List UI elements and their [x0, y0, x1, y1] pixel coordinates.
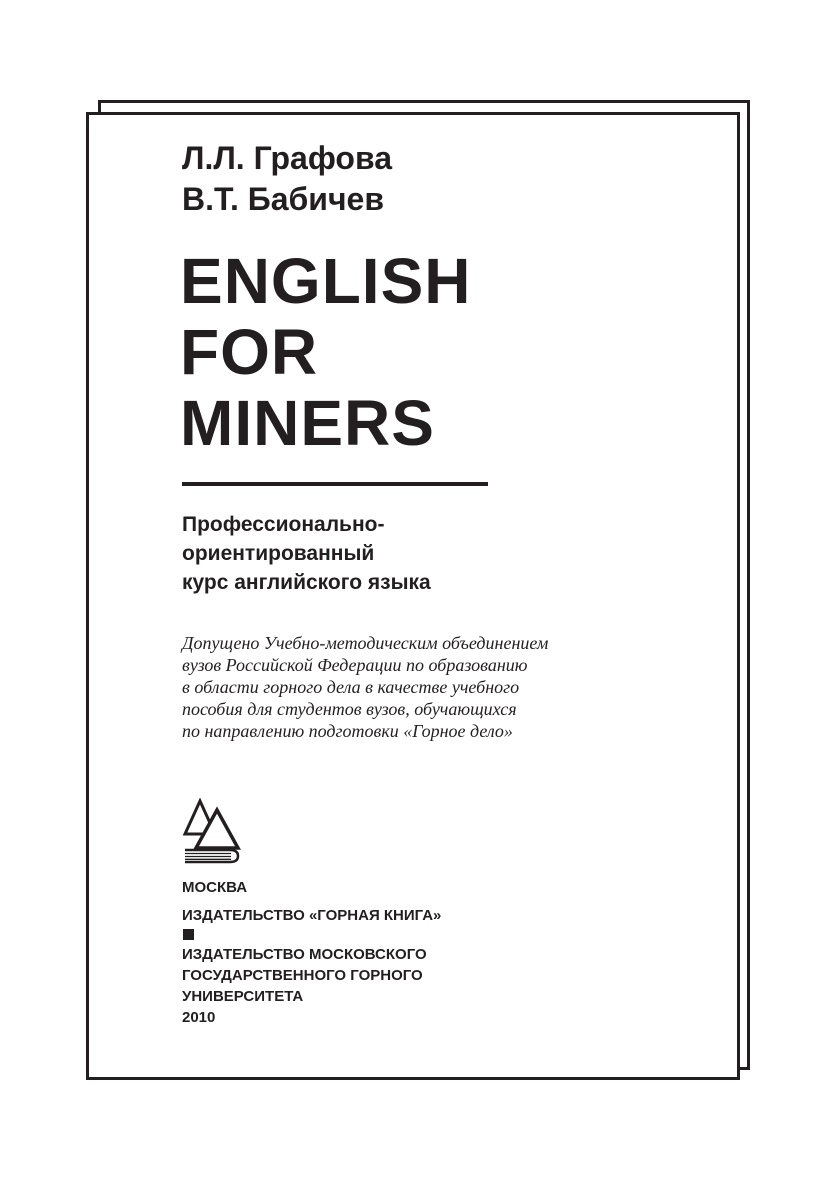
publication-year: 2010 — [182, 1009, 216, 1026]
approval-line: по направлению подготовки «Горное дело» — [182, 721, 513, 741]
publisher-name: ИЗДАТЕЛЬСТВО «ГОРНАЯ КНИГА» — [182, 907, 442, 924]
approval-line: вузов Российской Федерации по образованию — [182, 655, 528, 675]
subtitle-line: ориентированный — [182, 542, 375, 565]
approval-line: пособия для студентов вузов, обучающихся — [182, 699, 517, 719]
approval-statement — [182, 632, 548, 742]
title-line: FOR — [180, 316, 319, 388]
black-square-icon — [183, 929, 194, 940]
publication-city: МОСКВА — [182, 879, 248, 896]
author-name: В.Т. Бабичев — [182, 181, 384, 217]
triangle-book-logo-icon — [182, 798, 244, 864]
subtitle-line: курс английского языка — [182, 571, 431, 594]
title-line: MINERS — [180, 387, 435, 459]
publisher-name-line: ИЗДАТЕЛЬСТВО МОСКОВСКОГО — [182, 946, 427, 963]
approval-line: Допущено Учебно-методическим объединением — [182, 633, 549, 653]
title-underline-rule — [182, 482, 488, 486]
title-line: ENGLISH — [180, 245, 472, 317]
publisher-name-line: ГОСУДАРСТВЕННОГО ГОРНОГО — [182, 967, 423, 984]
publisher-name-line: УНИВЕРСИТЕТА — [182, 988, 304, 1005]
book-title — [180, 246, 471, 459]
subtitle-line: Профессионально- — [182, 513, 385, 536]
author-name: Л.Л. Графова — [182, 140, 393, 176]
imprint-block — [182, 877, 441, 1028]
book-subtitle — [182, 510, 431, 597]
approval-line: в области горного дела в качестве учебного — [182, 677, 520, 697]
